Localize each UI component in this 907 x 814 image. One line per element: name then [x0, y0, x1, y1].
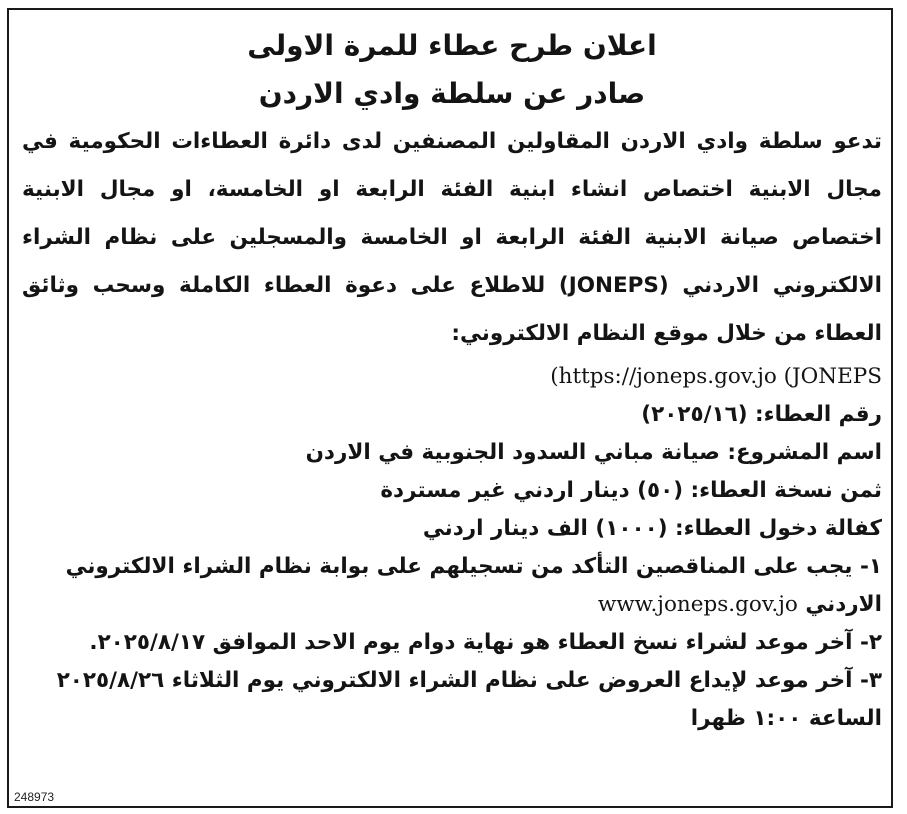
joneps-url-text: (https://joneps.gov.jo (JONEPS: [550, 364, 882, 389]
note-submission-deadline: ٣- آخر موعد لإيداع العروض على نظام الشراء الالكتروني يوم الثلاثاء ٢٠٢٥/٨/٢٦ الساعة ١:٠٠ ظهرا: [56, 668, 882, 731]
copy-price: ثمن نسخة العطاء: (٥٠) دينار اردني غير مستردة: [380, 478, 882, 503]
announcement-title: اعلان طرح عطاء للمرة الاولى: [247, 29, 657, 62]
announcement-intro: تدعو سلطة وادي الاردن المقاولين المصنفين لدى دائرة العطاءات الحكومية في مجال الابنية اختصاص انشاء ابنية الفئة الرابعة او الخامسة، او مجال الابنية اختصاص صيانة الابنية الفئة الرابعة او الخامسة والمسجلين على نظام الشراء الالكتروني الاردني (JONEPS) للاطلاع على دعوة العطاء الكاملة وسحب وثائق العطاء من خلال موقع النظام الالكتروني:: [22, 129, 882, 346]
project-name: اسم المشروع: صيانة مباني السدود الجنوبية في الاردن: [305, 440, 882, 465]
announcement-issuer: صادر عن سلطة وادي الاردن: [258, 77, 646, 110]
tender-number: رقم العطاء: (٢٠٢٥/١٦): [641, 402, 882, 427]
joneps-site-url: [22, 358, 882, 396]
entry-bond: كفالة دخول العطاء: (١٠٠٠) الف دينار اردني: [422, 516, 882, 541]
note-registration: [22, 548, 882, 624]
note-registration-text: ١- يجب على المناقصين التأكد من تسجيلهم على بوابة نظام الشراء الالكتروني الاردني: [65, 554, 882, 617]
announcement-body: [22, 22, 882, 738]
note-purchase-deadline: ٢- آخر موعد لشراء نسخ العطاء هو نهاية دوام يوم الاحد الموافق ٢٠٢٥/٨/١٧.: [89, 630, 882, 655]
note-registration-url: www.joneps.gov.jo: [597, 592, 798, 617]
reference-code: 248973: [14, 790, 55, 804]
